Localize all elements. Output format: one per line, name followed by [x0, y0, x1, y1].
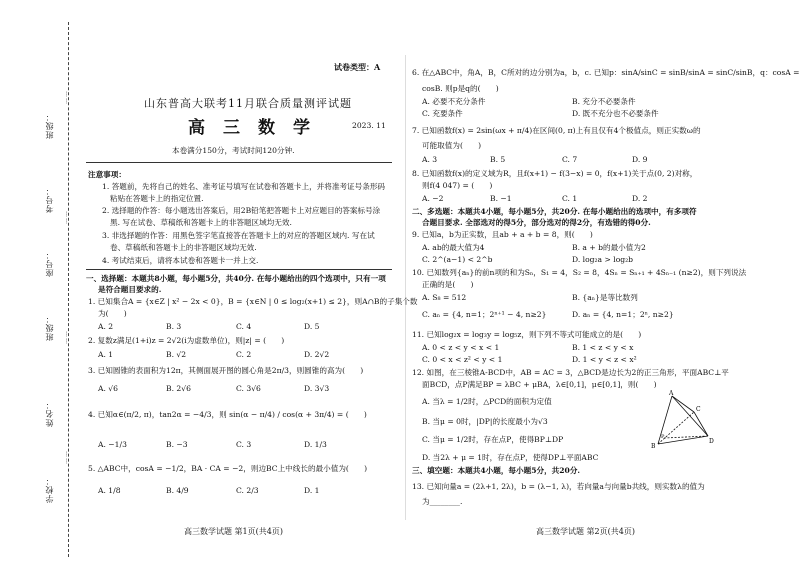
q11-option-c: C. 0 < x < z² < y < 1	[422, 355, 503, 364]
q12-option-c: C. 当μ = 1/2时，存在点P，使得BP⊥DP	[422, 435, 564, 444]
note-line: 2. 选择题的作答：每小题选出答案后，用2B铅笔把答题卡上对应题目的答案标号涂	[102, 206, 381, 215]
q12-option-a: A. 当λ = 1/2时，△PCD的面积为定值	[422, 397, 552, 406]
q7-line-2: 可能取值为( )	[422, 141, 482, 150]
q12-option-b: B. 当μ = 0时，|DP|的长度最小为√3	[422, 417, 548, 426]
q10-option-c: C. aₙ = {4, n=1；2ⁿ⁺¹ − 4, n≥2}	[422, 310, 547, 319]
q13-line: 13. 已知向量a = (2λ+1, 2λ)，b = (λ−1, λ)，若向量a与向量b共线，则实数λ的值为	[412, 482, 705, 491]
binding-dots: ……	[62, 450, 69, 464]
q5-option-d: D. 1	[304, 486, 320, 495]
q5-option-b: B. 4/9	[166, 486, 189, 495]
q8-line: 8. 已知函数f(x)的定义域为R，且f(x+1) − f(3−x) = 0，f(x+1)关于点(0, 2)对称，	[412, 169, 698, 178]
q9-option-c: C. 2^(a−1) < 2^b	[422, 255, 493, 264]
q6-option-a: A. 必要不充分条件	[422, 97, 486, 106]
exam-title: 山东普高大联考11月联合质量测评试题	[144, 97, 352, 110]
q10-line: 10. 已知数列{aₙ}的前n项的和为Sₙ，S₁ = 4，S₂ = 8，4Sₙ = Sₙ₊₁ + 4Sₙ₋₁ (n≥2)，则下列说法	[412, 268, 747, 277]
q1-option-d: D. 5	[304, 322, 320, 331]
q4-option-d: D. 1/3	[304, 440, 327, 449]
q3-option-a: A. √6	[98, 384, 118, 393]
q3-stem: 3. 已知圆锥的表面积为12π，其侧面展开图的圆心角是2π/3，则圆锥的高为( )	[88, 366, 364, 375]
q11-option-d: D. 1 < y < z < x²	[572, 355, 637, 364]
q10-option-b: B. {aₙ}是等比数列	[572, 293, 638, 302]
q8-line-2: 则f(4 047) = ( )	[422, 181, 493, 190]
binding-dots: ……	[62, 90, 69, 104]
header-rule	[86, 162, 392, 163]
edge-cd	[694, 412, 708, 436]
q10-option-a: A. S₈ = 512	[422, 293, 467, 302]
notes-rule	[86, 269, 392, 270]
q3-option-d: D. 3√3	[304, 384, 330, 393]
label-c: C	[696, 406, 701, 413]
q5-option-a: A. 1/8	[98, 486, 121, 495]
note-line: 粘贴在答题卡上的指定位置.	[110, 194, 204, 203]
label-p: P	[661, 434, 665, 440]
note-line: 3. 非选择题的作答：用黑色签字笔直接答在答题卡上的对应的答题区域内. 写在试	[102, 231, 375, 240]
section2-heading: 二、多选题：本题共4小题，每小题5分，共20分. 在每小题给出的选项中，有多项符	[412, 207, 697, 216]
q4-option-a: A. −1/3	[98, 440, 127, 449]
note-line: 4. 考试结束后，请将本试卷和答题卡一并上交.	[102, 256, 259, 265]
q3-option-b: B. 2√6	[166, 384, 191, 393]
q8-option-d: D. 2	[632, 194, 648, 203]
q10-option-d: D. aₙ = {4, n=1；2ⁿ, n≥2}	[572, 310, 674, 319]
q1-option-b: B. 3	[166, 322, 182, 331]
q1-option-c: C. 4	[236, 322, 252, 331]
label-d: D	[709, 438, 714, 445]
label-a: A	[669, 390, 674, 397]
q6-line-2: cosB. 则p是q的( )	[422, 84, 499, 93]
tetrahedron-figure	[650, 388, 716, 450]
q12-line-2: 面BCD，点P满足BP = λBC + μBA，λ∈[0,1]，μ∈[0,1]，则( )	[422, 380, 657, 389]
q10-line-2: 正确的是( )	[422, 280, 474, 289]
q2-option-b: B. √2	[166, 350, 187, 359]
exam-number-label: 考号：	[45, 186, 54, 213]
q1-option-a: A. 2	[98, 322, 114, 331]
q7-option-b: B. 5	[490, 155, 506, 164]
section1-heading-2: 是符合题目要求的.	[98, 285, 162, 294]
footer-right: 高三数学试题 第2页(共4页)	[536, 527, 635, 536]
q7-option-c: C. 7	[562, 155, 578, 164]
edge-ac	[672, 396, 694, 412]
q5-stem: 5. △ABC中，cosA = −1/2，BA · CA = −2，则边BC上中线长的最小值为( )	[88, 464, 368, 473]
q13-line-2: 为________.	[422, 497, 463, 506]
q11-option-b: B. 1 < z < y < x	[572, 343, 634, 352]
q3-option-c: C. 3√6	[236, 384, 261, 393]
q8-option-a: A. −2	[422, 194, 444, 203]
note-line: 卷、草稿纸和答题卡上的非答题区域均无效.	[110, 243, 257, 252]
paper-type: 试卷类型：A	[334, 62, 381, 72]
q9-line: 9. 已知a，b为正实数，且ab + a + b = 8，则( )	[412, 230, 593, 239]
q6-option-c: C. 充要条件	[422, 109, 463, 118]
school-label: 学校：	[45, 476, 54, 503]
footer-left: 高三数学试题 第1页(共4页)	[184, 527, 283, 536]
q5-option-c: C. 2/3	[236, 486, 259, 495]
q6-line: 6. 在△ABC中，角A，B，C所对的边分别为a，b，c. 已知p：sinA/sinC = sinB/sinA = sinC/sinB，q：cosA =	[412, 68, 800, 77]
binding-dots: ……	[62, 330, 69, 344]
q2-option-d: D. 2√2	[304, 350, 330, 359]
section1-heading: 一、选择题：本题共8小题，每小题5分，共40分. 在每小题给出的四个选项中，只有一项	[86, 274, 386, 283]
q8-option-b: B. −1	[490, 194, 512, 203]
q2-option-c: C. 2	[236, 350, 252, 359]
section3-heading: 三、填空题：本题共4小题，每小题5分，共20分.	[412, 466, 581, 475]
q9-option-d: D. log₂a > log₂b	[572, 255, 634, 264]
q4-stem: 4. 已知α∈(π/2, π)，tan2α = −4/3，则 sin(α − π/4) / cos(α + 3π/4) = ( )	[88, 410, 367, 419]
q12-option-d: D. 当2λ + μ = 1时，存在点P，使得DP⊥平面ABC	[422, 453, 599, 462]
q2-option-a: A. 1	[98, 350, 114, 359]
binding-dots: ……	[62, 210, 69, 224]
name-label: 姓名：	[45, 400, 54, 427]
class-label: 班级：	[45, 314, 54, 341]
q12-line: 12. 如图，在三棱锥A-BCD中，AB = AC = 3，△BCD是边长为2的正三角形，平面ABC⊥平	[412, 368, 729, 377]
q4-option-b: B. −3	[166, 440, 188, 449]
q1-stem-2: 为( )	[98, 309, 127, 318]
q11-option-a: A. 0 < z < y < x < 1	[422, 343, 500, 352]
q9-option-b: B. a + b的最小值为2	[572, 243, 646, 252]
q2-stem: 2. 复数z满足(1+i)z = 2√2(i为虚数单位)，则|z| = ( )	[88, 336, 285, 345]
q6-option-b: B. 充分不必要条件	[572, 97, 636, 106]
exam-date: 2023. 11	[352, 121, 386, 130]
q11-line: 11. 已知log₂x = log₃y = log₅z，则下列不等式可能成立的是( )	[412, 330, 642, 339]
q6-option-d: D. 既不充分也不必要条件	[572, 109, 659, 118]
exam-info: 本卷满分150分，考试时间120分钟.	[172, 146, 295, 155]
q7-option-a: A. 3	[422, 155, 438, 164]
note-line: 1. 答题前，先将自己的姓名、准考证号填写在试卷和答题卡上，并将准考证号条形码	[102, 182, 386, 191]
seat-label: 座号：	[45, 250, 54, 277]
q4-option-c: C. 3	[236, 440, 252, 449]
q9-option-a: A. ab的最大值为4	[422, 243, 485, 252]
notes-heading: 注意事项：	[88, 170, 126, 179]
q7-option-d: D. 9	[632, 155, 648, 164]
q8-option-c: C. 1	[562, 194, 578, 203]
q1-stem: 1. 已知集合A = {x∈Z | x² − 2x < 0}，B = {x∈N | 0 ≤ log₂(x+1) ≤ 2}，则A∩B的子集个数	[88, 297, 418, 306]
section2-heading-2: 合题目要求. 全部选对的得5分，部分选对的得2分，有选错的得0分.	[422, 218, 651, 227]
label-b: B	[651, 443, 656, 450]
note-line: 黑. 写在试卷、草稿纸和答题卡上的非答题区域均无效.	[110, 218, 292, 227]
page-divider	[405, 55, 406, 520]
q7-line: 7. 已知函数f(x) = 2sin(ωx + π/4)在区间(0, π)上有且仅有4个极值点，则正实数ω的	[412, 126, 701, 135]
subject-title: 高三数学	[188, 118, 328, 138]
class-label-top: 班级：	[45, 112, 54, 139]
